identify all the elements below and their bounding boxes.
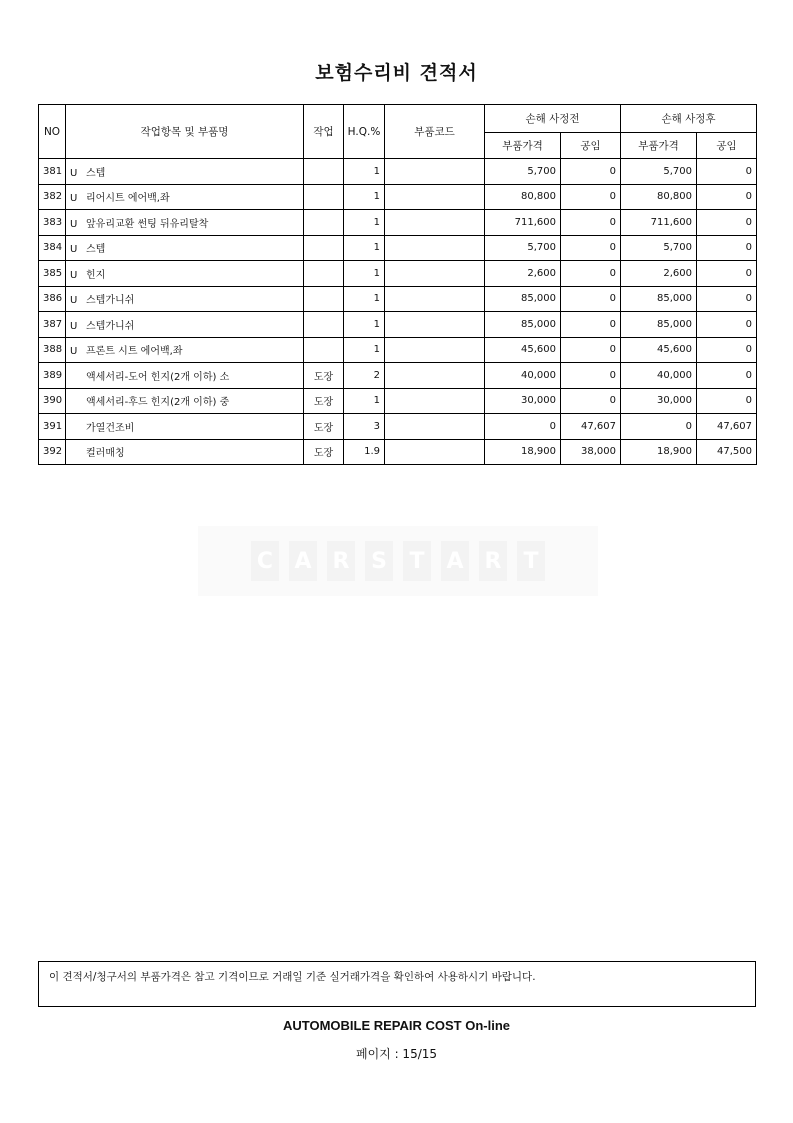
footer-page: 페이지 : 15/15 [355,1047,438,1061]
row-item-name: 힌지 [86,269,106,281]
row-code [385,261,485,287]
row-hq: 1 [344,312,385,338]
watermark-letter: T [517,541,545,581]
header-labor-after: 공임 [697,133,757,159]
table-row [39,312,757,338]
row-code [385,184,485,210]
header-code: 부품코드 [385,105,485,159]
header-after: 손해 사정후 [621,105,757,133]
row-price-after: 80,800 [621,184,697,210]
watermark-letter: A [289,541,317,581]
row-code [385,312,485,338]
row-work [304,235,344,261]
row-code [385,439,485,465]
header-price-before: 부품가격 [485,133,561,159]
row-flag: U [70,320,78,332]
row-labor-before: 0 [561,184,621,210]
estimate-rows [39,159,757,465]
table-row [39,210,757,236]
row-labor-before: 0 [561,235,621,261]
row-item-name: 스텝가니쉬 [86,295,135,307]
table-row [39,184,757,210]
row-hq: 1 [344,210,385,236]
row-hq: 1 [344,235,385,261]
watermark-letter: T [403,541,431,581]
row-item [66,312,304,338]
estimate-table [38,104,757,465]
row-labor-before: 0 [561,363,621,389]
row-flag: U [70,167,78,179]
row-flag: U [70,218,78,230]
row-item [66,286,304,312]
row-item [66,159,304,185]
row-labor-before: 38,000 [561,439,621,465]
row-price-after: 0 [621,414,697,440]
row-work [304,159,344,185]
watermark-letter: R [479,541,507,581]
row-price-before: 0 [485,414,561,440]
row-no: 387 [39,312,66,338]
row-labor-after: 0 [697,286,757,312]
row-labor-before: 0 [561,312,621,338]
row-item-name: 스텝 [86,167,106,179]
row-item-name: 가열건조비 [86,422,135,434]
header-work: 작업 [304,105,344,159]
table-row [39,414,757,440]
row-flag: U [70,346,78,358]
row-hq: 3 [344,414,385,440]
row-price-after: 711,600 [621,210,697,236]
row-item-name: 액세서리-도어 힌지(2개 이하) 소 [86,371,230,383]
row-code [385,159,485,185]
row-price-after: 45,600 [621,337,697,363]
row-price-before: 80,800 [485,184,561,210]
table-row [39,286,757,312]
row-labor-after: 0 [697,388,757,414]
row-code [385,235,485,261]
row-work [304,286,344,312]
row-price-before: 18,900 [485,439,561,465]
row-work: 도장 [304,388,344,414]
row-item-name: 스텝가니쉬 [86,320,135,332]
row-labor-after: 0 [697,261,757,287]
header-no: NO [39,105,66,159]
row-price-before: 5,700 [485,235,561,261]
row-labor-after: 0 [697,312,757,338]
row-item [66,337,304,363]
row-item-name: 앞유리교환 썬팅 뒤유리탈착 [86,218,209,230]
row-item [66,184,304,210]
row-item-name: 프론트 시트 에어백,좌 [86,346,183,358]
header-price-after: 부품가격 [621,133,697,159]
row-work [304,312,344,338]
row-labor-after: 0 [697,159,757,185]
row-no: 388 [39,337,66,363]
row-work [304,210,344,236]
row-labor-before: 0 [561,261,621,287]
table-row [39,235,757,261]
row-code [385,388,485,414]
row-flag: U [70,244,78,256]
table-row [39,261,757,287]
row-price-after: 85,000 [621,286,697,312]
watermark-letter: A [441,541,469,581]
header-item: 작업항목 및 부품명 [66,105,304,159]
table-row [39,337,757,363]
row-code [385,286,485,312]
header-labor-before: 공임 [561,133,621,159]
row-item [66,439,304,465]
row-no: 386 [39,286,66,312]
row-item [66,261,304,287]
row-price-before: 45,600 [485,337,561,363]
row-work [304,261,344,287]
table-row [39,363,757,389]
row-labor-before: 0 [561,388,621,414]
row-item [66,210,304,236]
watermark-letter: C [251,541,279,581]
row-no: 385 [39,261,66,287]
row-no: 384 [39,235,66,261]
table-row [39,388,757,414]
row-hq: 1 [344,337,385,363]
row-item [66,363,304,389]
row-no: 381 [39,159,66,185]
row-flag: U [70,269,78,281]
header-hq: H.Q.% [344,105,385,159]
row-price-before: 85,000 [485,312,561,338]
row-price-after: 18,900 [621,439,697,465]
row-no: 389 [39,363,66,389]
row-price-before: 711,600 [485,210,561,236]
row-item-name: 스텝 [86,244,106,256]
row-labor-after: 47,607 [697,414,757,440]
row-labor-after: 0 [697,184,757,210]
row-code [385,363,485,389]
row-item [66,235,304,261]
watermark-letter: R [327,541,355,581]
row-work: 도장 [304,439,344,465]
row-no: 383 [39,210,66,236]
footer-brand: AUTOMOBILE REPAIR COST On-line [282,1018,511,1033]
row-price-before: 30,000 [485,388,561,414]
row-labor-after: 0 [697,235,757,261]
row-price-before: 85,000 [485,286,561,312]
row-price-after: 2,600 [621,261,697,287]
table-row [39,159,757,185]
row-price-before: 5,700 [485,159,561,185]
row-price-before: 40,000 [485,363,561,389]
row-price-after: 40,000 [621,363,697,389]
row-work: 도장 [304,414,344,440]
row-labor-before: 0 [561,159,621,185]
row-labor-before: 0 [561,210,621,236]
notice-box: 이 견적서/청구서의 부품가격은 참고 기격이므로 거래일 기준 실거래가격을 확인하여 사용하시기 바랍니다. [38,961,756,1007]
row-no: 391 [39,414,66,440]
row-hq: 1 [344,184,385,210]
row-hq: 1 [344,388,385,414]
row-price-before: 2,600 [485,261,561,287]
row-code [385,210,485,236]
row-labor-before: 0 [561,337,621,363]
header-before: 손해 사정전 [485,105,621,133]
row-labor-after: 0 [697,363,757,389]
row-flag: U [70,193,78,205]
row-item [66,388,304,414]
row-price-after: 30,000 [621,388,697,414]
row-flag: U [70,295,78,307]
row-no: 390 [39,388,66,414]
row-work: 도장 [304,363,344,389]
row-hq: 1 [344,286,385,312]
row-hq: 1 [344,261,385,287]
row-item [66,414,304,440]
row-price-after: 5,700 [621,159,697,185]
row-labor-after: 0 [697,337,757,363]
row-price-after: 85,000 [621,312,697,338]
row-item-name: 액세서리-후드 힌지(2개 이하) 중 [86,397,230,409]
row-labor-before: 0 [561,286,621,312]
row-code [385,337,485,363]
row-item-name: 컬러매칭 [86,448,125,460]
watermark-letter: S [365,541,393,581]
row-price-after: 5,700 [621,235,697,261]
row-no: 392 [39,439,66,465]
document-title: 보험수리비 견적서 [315,62,478,84]
row-labor-after: 0 [697,210,757,236]
row-item-name: 리어시트 에어백,좌 [86,193,170,205]
watermark [198,526,598,596]
row-work [304,184,344,210]
row-labor-before: 47,607 [561,414,621,440]
row-labor-after: 47,500 [697,439,757,465]
row-work [304,337,344,363]
row-code [385,414,485,440]
row-hq: 1 [344,159,385,185]
row-hq: 1.9 [344,439,385,465]
table-row [39,439,757,465]
row-no: 382 [39,184,66,210]
row-hq: 2 [344,363,385,389]
